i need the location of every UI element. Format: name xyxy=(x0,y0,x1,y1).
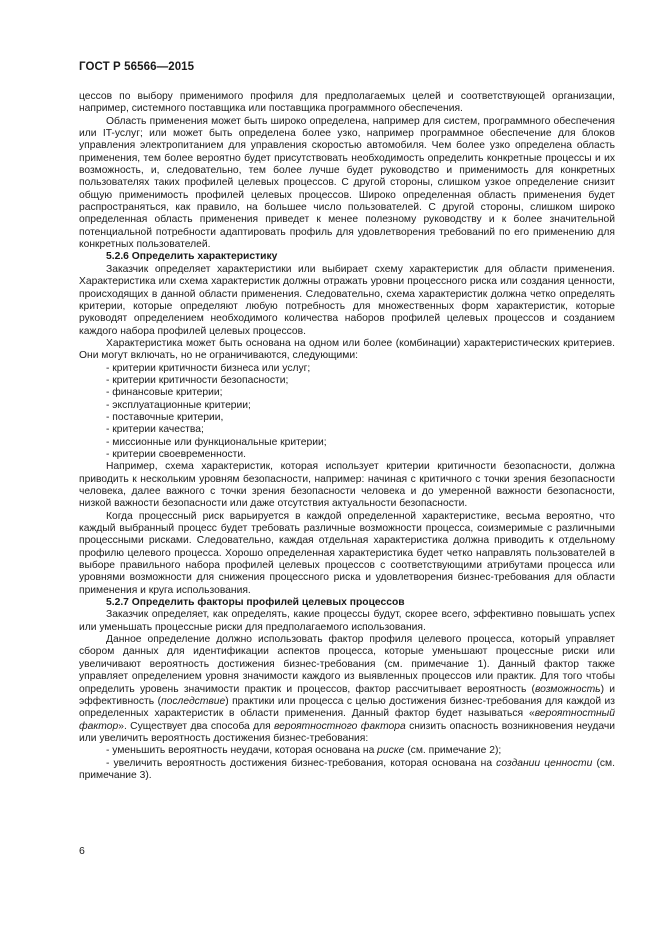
paragraph-scope: Область применения может быть широко определена, например для систем, программного обеспечения или IT-услуг; или может быть определена более узко, например программное обеспечение для блоков управления электропитанием для управления скоростью автомобиля. Чем более узко определена область применения, тем более вероятно будет присутствовать необходимость определить конкретные процессы и их возможность, и, следовательно, тем более лучше будет руководство и применимость для конкретных пользователях таких профилей целевых процессов. С другой стороны, слишком узкое определение снизит общую применимость профилей целевых процессов. Широко определенная область применения будет распространяться, как правило, на большее число пользователей. С другой стороны, слишком широко определенная область применения приведет к менее полезному руководству и к более значительной потенциальной потребности адаптировать профиль для удовлетворения требований по его применению для конкретных пользователей. xyxy=(79,115,615,251)
document-header: ГОСТ Р 56566—2015 xyxy=(79,61,195,73)
list-item-value-creation: - увеличить вероятность достижения бизнес-требования, которая основана на создании ценности (см. примечание 3). xyxy=(79,757,615,781)
paragraph-characteristic: Заказчик определяет характеристики или выбирает схему характеристик для области применения. Характеристика или схема характеристик должны отражать уровни процессного риска или создания ценности, происходящих в данной области применения. Следовательно, схема характеристик должна четко определять критерии, которые определяют любую потребность для множественных форм характеристик, которые руководят определением необходимого количества наборов профилей целевых процессов и созданием каждого набора профилей целевых процессов. xyxy=(79,263,615,337)
page-number: 6 xyxy=(79,845,85,857)
paragraph-process-risk: Когда процессный риск варьируется в каждой определенной характеристике, весьма вероятно, что каждый выбранный процесс будет требовать различные возможности процесса, соизмеримые с различными процессными рисками. Следовательно, каждая отдельная характеристика должна приводить к отдельному профилю целевого процесса. Хорошо определенная характеристика будет четко направлять пользователей в выборе правильного набора профилей целевых процессов с соответствующими атрибутами процесса или уровнями возможности для снижения процессного риска и удовлетворения бизнес-требования для области применения и круга использования. xyxy=(79,510,615,596)
paragraph-safety-example: Например, схема характеристик, которая использует критерии критичности безопасности, должна приводить к нескольким уровням безопасности, например: начиная с критичного с точки зрения безопасности человека, далее важного с точки зрения безопасности человека и до умеренной важности безопасности, низкой важности безопасности или даже отсутствия актуальности безопасности. xyxy=(79,461,615,510)
list-item-risk: - уменьшить вероятность неудачи, которая основана на риске (см. примечание 2); xyxy=(106,745,502,757)
paragraph-customer-determines: Заказчик определяет, как определять, какие процессы будут, скорее всего, эффективно повышать успех или уменьшать процессные риски для предполагаемого использования. xyxy=(79,609,615,633)
emphasis-text: вероятностного фактора xyxy=(274,720,406,732)
section-heading-5-2-7: 5.2.7 Определить факторы профилей целевых процессов xyxy=(106,597,405,609)
list-item: - поставочные критерии, xyxy=(106,411,224,423)
paragraph-probability-factor: Данное определение должно использовать фактор профиля целевого процесса, который управляет сбором данных для идентификации аспектов процесса, которые уменьшают процессные риски или увеличивают вероятность достижения бизнес-требования (см. примечание 1). Данный фактор также управляет определением уровня значимости каждого из выявленных процессов или практик. Для того чтобы определить уровень значимости практик и процессов, фактор рассчитывает вероятность (возможность) и эффективность (последствие) практики или процесса с целью достижения бизнес-требования для каждой из определенных характеристик в области применения. Данный фактор будет называться «вероятностный фактор». Существует два способа для вероятностного фактора снизить опасность возникновения неудачи или увеличить вероятность достижения бизнес-требования: xyxy=(79,634,616,744)
emphasis-text: последствие xyxy=(161,695,226,707)
emphasis-text: вероятностный фактор xyxy=(79,708,615,732)
paragraph-continuation: цессов по выбору применимого профиля для предполагаемых целей и соответствующей организации, например, системного поставщика или поставщика программного обеспечения. xyxy=(79,91,615,115)
list-item: - финансовые критерии; xyxy=(106,387,223,399)
emphasis-text: создании ценности xyxy=(496,757,593,769)
list-item: - миссионные или функциональные критерии; xyxy=(106,436,327,448)
list-item: - эксплуатационные критерии; xyxy=(106,399,251,411)
section-heading-5-2-6: 5.2.6 Определить характеристику xyxy=(106,251,278,263)
list-item: - критерии критичности безопасности; xyxy=(106,374,289,386)
document-body xyxy=(79,91,615,782)
emphasis-text: риске xyxy=(377,745,405,757)
list-item: - критерии критичности бизнеса или услуг; xyxy=(106,362,311,374)
emphasis-text: возможность xyxy=(534,683,601,695)
list-item: - критерии своевременности. xyxy=(106,448,246,460)
list-item: - критерии качества; xyxy=(106,424,204,436)
paragraph-criteria-intro: Характеристика может быть основана на одном или более (комбинации) характеристических критериев. Они могут включать, но не ограничиваются, следующими: xyxy=(79,337,615,362)
